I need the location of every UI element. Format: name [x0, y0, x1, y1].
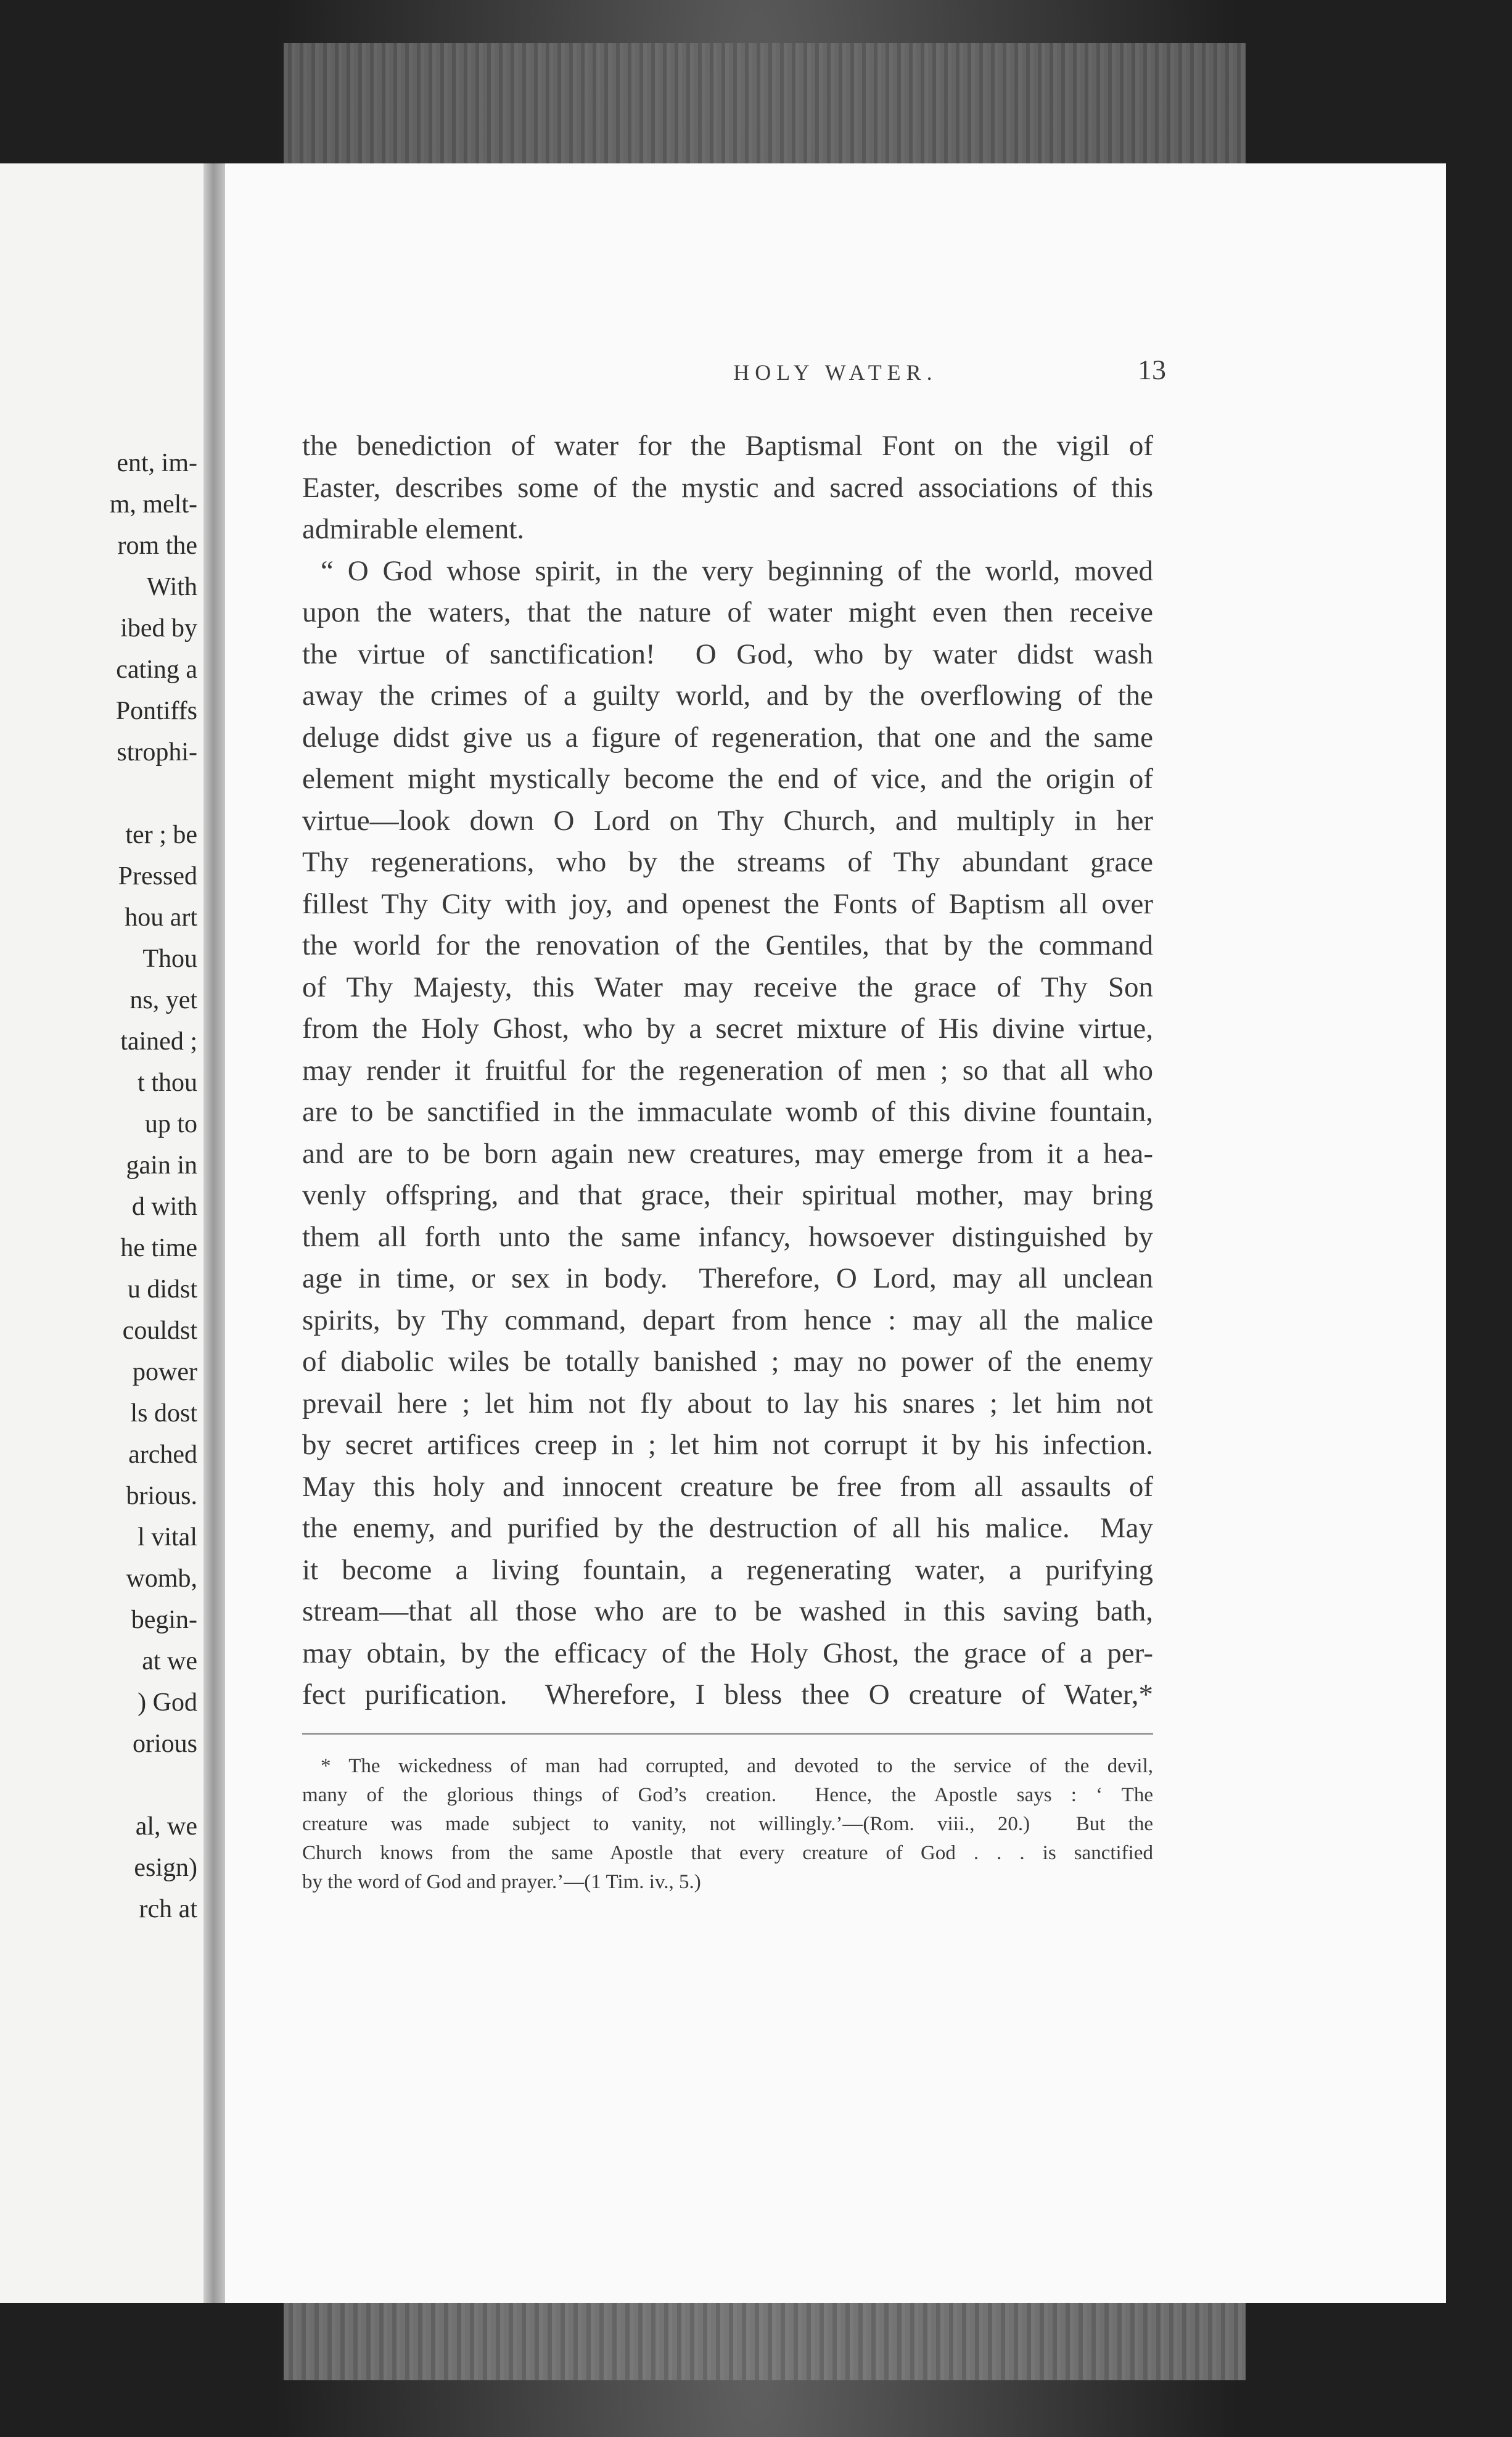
body-text-line: admirable element. [302, 513, 525, 545]
body-text-line: and are to be born again new creatures, may emerge from it a hea- [302, 1137, 1153, 1170]
body-text-line: the benediction of water for the Baptismal Font on the vigil of [302, 430, 1153, 462]
left-page-line: ) God [138, 1688, 197, 1717]
body-text-line: stream—that all those who are to be washed in this saving bath, [302, 1595, 1153, 1627]
left-page-line: womb, [126, 1564, 197, 1593]
footnote-line: creature was made subject to vanity, not willingly.’—(Rom. viii., 20.) But the [302, 1813, 1153, 1835]
body-text-line: away the crimes of a guilty world, and by the overflowing of the [302, 680, 1153, 712]
body-text-line: the virtue of sanctification! O God, who by water didst wash [302, 638, 1153, 670]
body-text-line: by secret artifices creep in ; let him not corrupt it by his infection. [302, 1429, 1153, 1461]
left-page-line: With [146, 573, 197, 601]
left-page-line: l vital [138, 1523, 197, 1551]
body-text-line: the enemy, and purified by the destruction of all his malice. May [302, 1512, 1153, 1544]
left-page-line: hou art [125, 903, 197, 932]
left-page-line: Pontiffs [115, 697, 197, 725]
left-page-line: rch at [139, 1895, 197, 1923]
body-text-line: deluge didst give us a figure of regeneration, that one and the same [302, 721, 1153, 754]
body-text-line: virtue—look down O Lord on Thy Church, and multiply in her [302, 804, 1153, 837]
body-text-line: are to be sanctified in the immaculate womb of this divine fountain, [302, 1096, 1153, 1128]
body-text-line: “ O God whose spirit, in the very beginning of the world, moved [321, 554, 1153, 587]
footnote-rule [302, 1733, 1153, 1735]
left-page-line: ent, im- [117, 449, 197, 477]
left-page-line: ibed by [120, 614, 197, 643]
left-page-line: rom the [117, 532, 197, 560]
footnote-line: many of the glorious things of God’s creation. Hence, the Apostle says : ‘ The [302, 1784, 1153, 1806]
body-text-line: may render it fruitful for the regeneration of men ; so that all who [302, 1054, 1153, 1087]
left-page-line: esign) [134, 1854, 197, 1882]
body-text-line: may obtain, by the efficacy of the Holy Ghost, the grace of a per- [302, 1637, 1153, 1669]
book-gutter [203, 163, 228, 2303]
body-text-line: spirits, by Thy command, depart from hence : may all the malice [302, 1304, 1153, 1336]
left-page-line: he time [120, 1234, 197, 1262]
left-page-line: Pressed [118, 862, 197, 890]
body-text-line: Easter, describes some of the mystic and sacred associations of this [302, 471, 1153, 504]
left-page-line: brious. [126, 1482, 197, 1510]
left-page-line: m, melt- [109, 490, 197, 519]
left-page-line: ter ; be [125, 821, 197, 849]
left-page-line: begin- [131, 1606, 197, 1634]
body-text-line: upon the waters, that the nature of water might even then receive [302, 596, 1153, 628]
body-text-line: the world for the renovation of the Gentiles, that by the command [302, 929, 1153, 961]
left-page-line: cating a [116, 655, 197, 684]
footnote-line: by the word of God and prayer.’—(1 Tim. iv., 5.) [302, 1871, 701, 1893]
left-page-line: gain in [126, 1151, 197, 1180]
left-page-line: ls dost [130, 1399, 197, 1428]
body-text-line: element might mystically become the end of vice, and the origin of [302, 763, 1153, 795]
body-text-line: prevail here ; let him not fly about to lay his snares ; let him not [302, 1387, 1153, 1420]
left-page-line: couldst [122, 1317, 197, 1345]
body-text-line: venly offspring, and that grace, their spiritual mother, may bring [302, 1179, 1153, 1211]
left-page-line: Thou [142, 945, 197, 973]
left-page-line: orious [133, 1730, 197, 1758]
left-page-line: power [133, 1358, 197, 1386]
left-page-line: arched [128, 1440, 197, 1469]
body-text-line: of diabolic wiles be totally banished ; may no power of the enemy [302, 1346, 1153, 1378]
book-page [225, 163, 1446, 2303]
left-page-line: up to [144, 1110, 197, 1138]
left-page-line: at we [142, 1647, 197, 1675]
previous-page-fragment [0, 163, 203, 2303]
body-text-line: fect purification. Wherefore, I bless thee O creature of Water,* [302, 1679, 1153, 1711]
page-number: 13 [1138, 354, 1166, 385]
body-text-line: Thy regenerations, who by the streams of Thy abundant grace [302, 846, 1153, 878]
body-text-line: of Thy Majesty, this Water may receive the grace of Thy Son [302, 971, 1153, 1003]
body-text-line: fillest Thy City with joy, and openest the Fonts of Baptism all over [302, 887, 1153, 920]
left-page-line: u didst [127, 1275, 197, 1304]
body-text-line: it become a living fountain, a regenerating water, a purifying [302, 1553, 1153, 1586]
left-page-line: tained ; [120, 1027, 197, 1056]
left-page-line: ns, yet [129, 986, 197, 1014]
left-page-line: al, we [135, 1812, 197, 1841]
body-text-line: age in time, or sex in body. Therefore, O Lord, may all unclean [302, 1262, 1153, 1294]
body-text-line: them all forth unto the same infancy, howsoever distinguished by [302, 1220, 1153, 1253]
footnote-line: Church knows from the same Apostle that every creature of God . . . is sanctified [302, 1842, 1153, 1864]
left-page-line: d with [131, 1193, 197, 1221]
film-edge-top [284, 43, 1246, 166]
body-text-line: from the Holy Ghost, who by a secret mixture of His divine virtue, [302, 1013, 1153, 1045]
body-text-line: May this holy and innocent creature be free from all assaults of [302, 1470, 1153, 1503]
footnote-line: * The wickedness of man had corrupted, and devoted to the service of the devil, [321, 1755, 1153, 1777]
left-page-line: t thou [138, 1069, 197, 1097]
running-head: HOLY WATER. [733, 360, 938, 385]
left-page-line: strophi- [117, 738, 197, 766]
